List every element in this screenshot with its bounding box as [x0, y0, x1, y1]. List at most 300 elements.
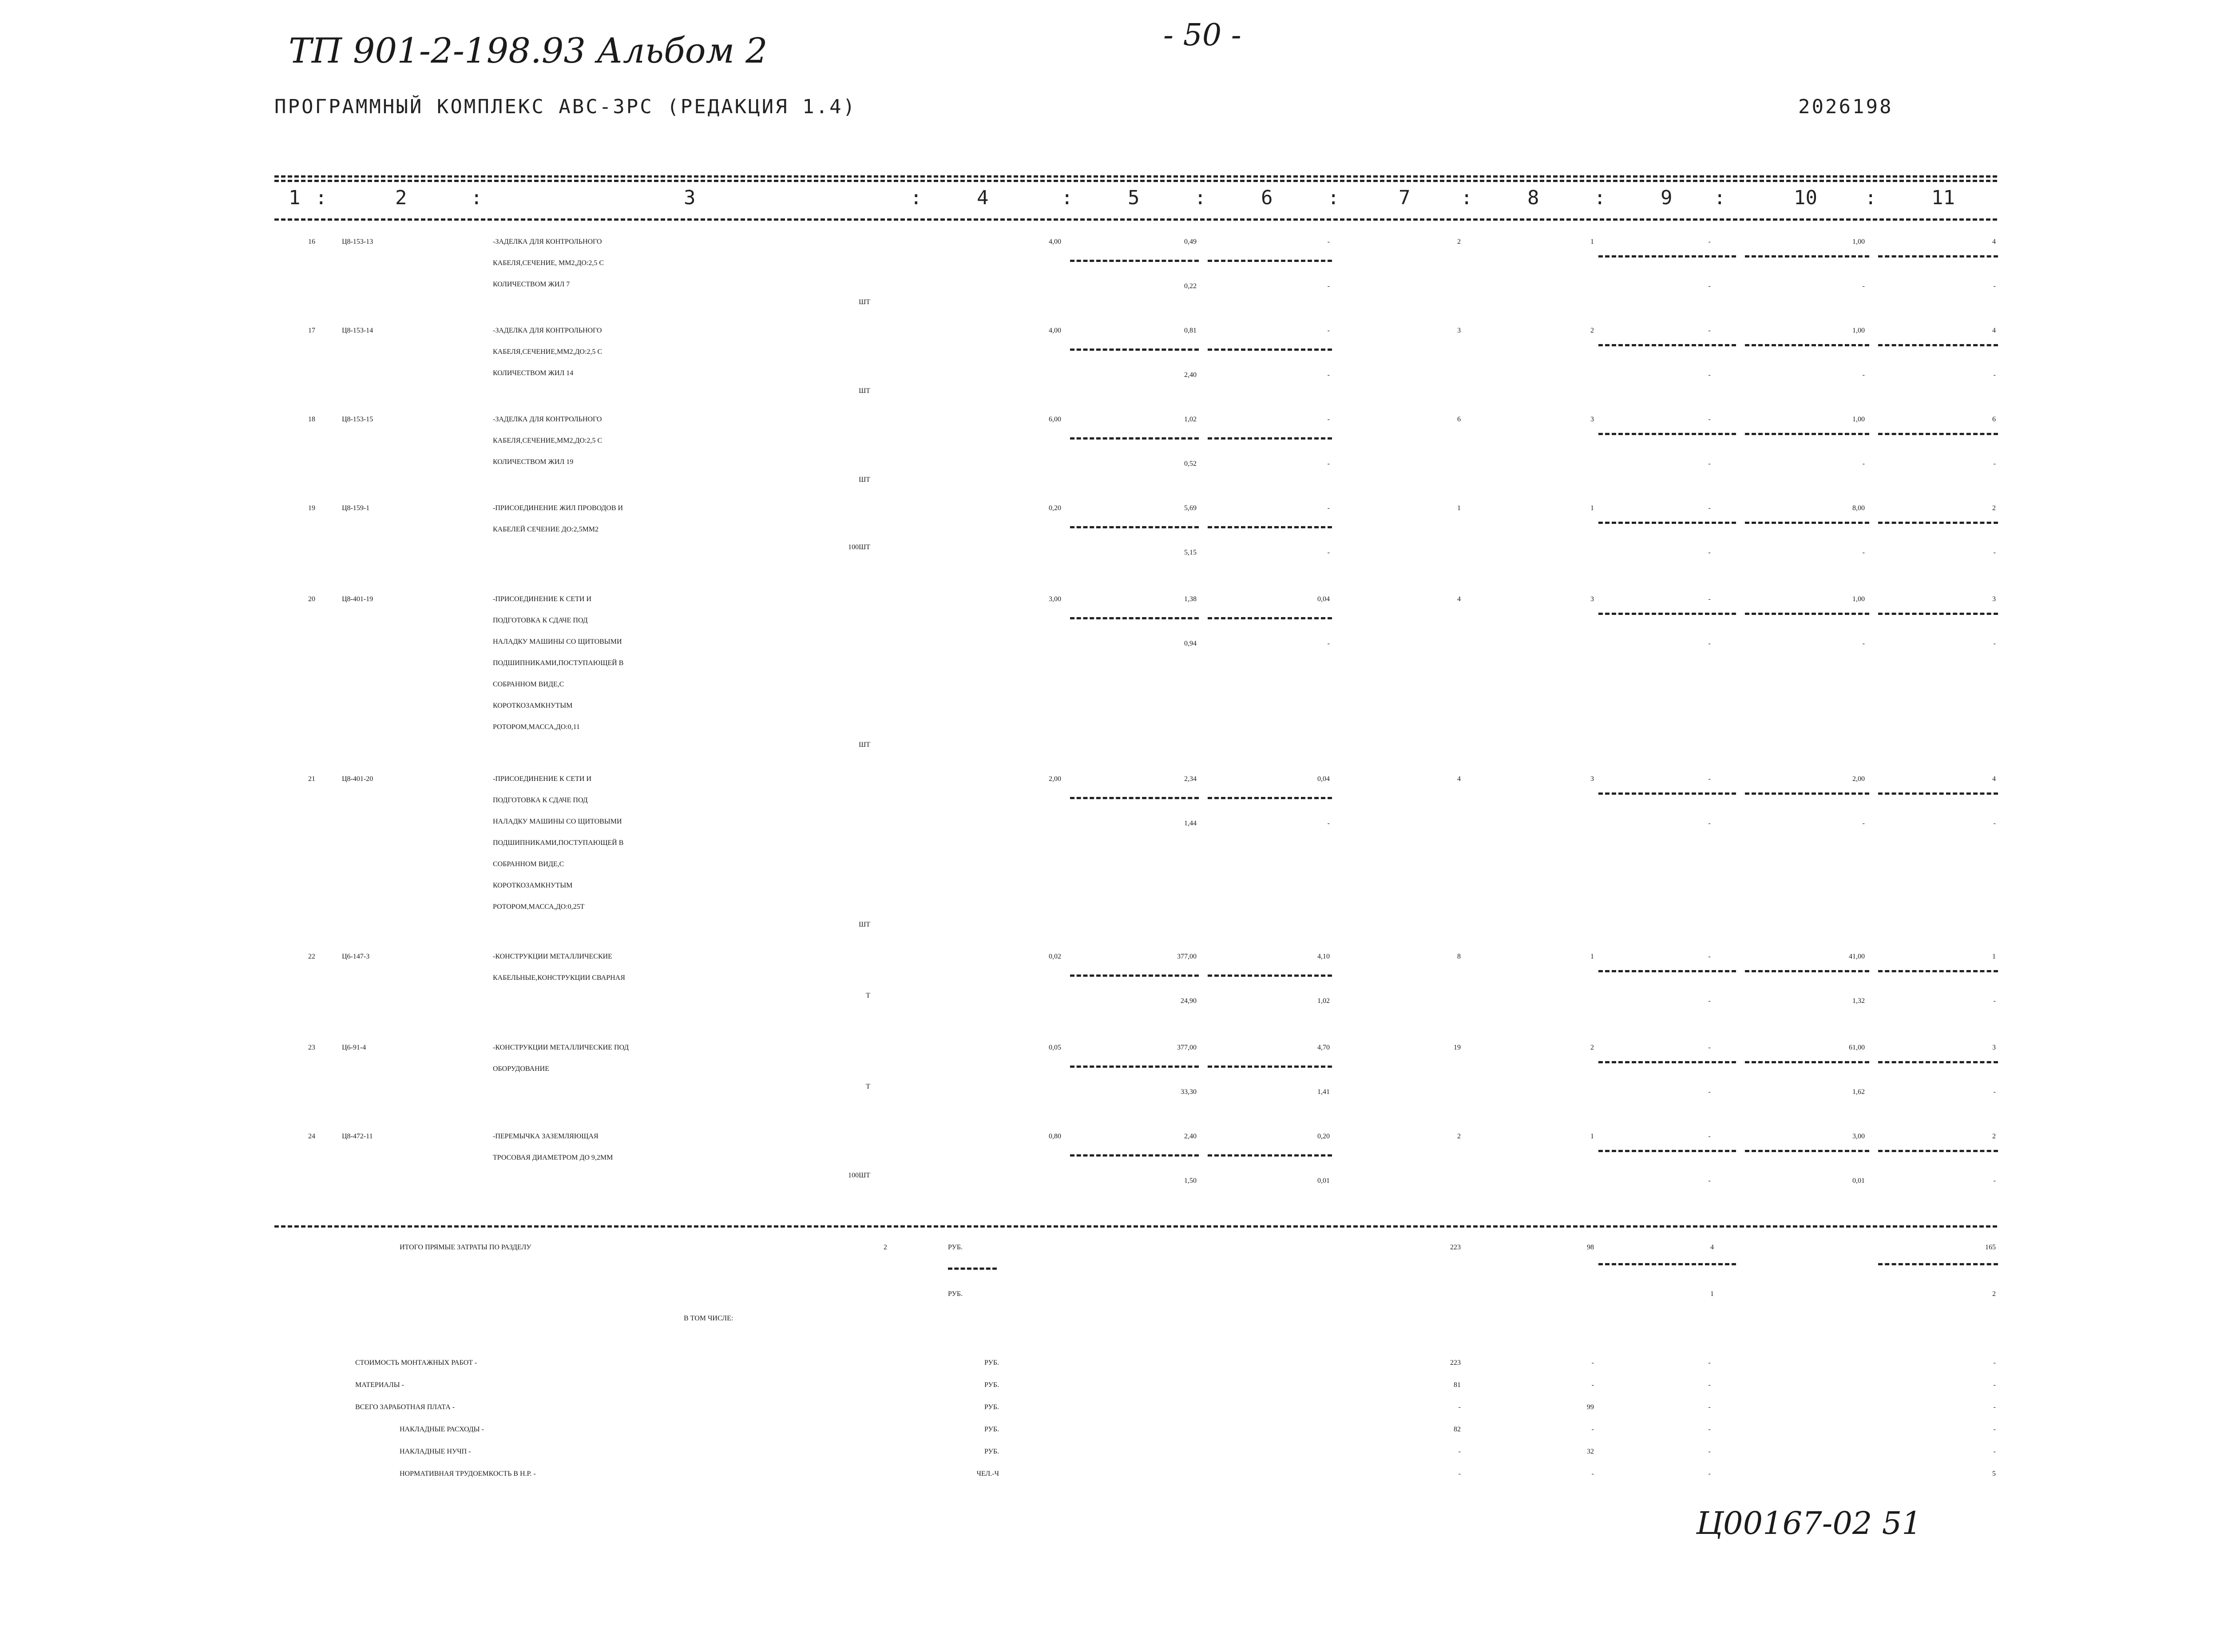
breakdown-unit: РУБ.: [984, 1403, 999, 1411]
breakdown-col11: -: [1993, 1381, 1996, 1389]
col6-value-b: -: [1327, 820, 1330, 827]
breakdown-unit: РУБ.: [984, 1381, 999, 1389]
col4-value: 4,00: [1049, 238, 1061, 246]
row-description: КОЛИЧЕСТВОМ ЖИЛ 14: [493, 369, 574, 377]
row-unit: ШТ: [859, 387, 870, 395]
col11-value-a: 2: [1992, 1133, 1996, 1140]
row-description: -ЗАДЕЛКА ДЛЯ КОНТРОЛЬНОГО: [493, 416, 602, 423]
col11-value-a: 1: [1992, 953, 1996, 960]
col6-value-b: -: [1327, 460, 1330, 467]
cell-divider: [1070, 975, 1199, 977]
cell-divider: [1070, 437, 1199, 440]
col11-value-b: -: [1993, 460, 1996, 467]
row-code: Ц8-153-14: [342, 327, 373, 334]
col4-value: 0,80: [1049, 1133, 1061, 1140]
cell-divider: [1878, 970, 1998, 972]
row-unit: Т: [866, 1083, 870, 1090]
row-description: -ЗАДЕЛКА ДЛЯ КОНТРОЛЬНОГО: [493, 327, 602, 334]
row-description: ПОДШИПНИКАМИ,ПОСТУПАЮЩЕЙ В: [493, 659, 624, 667]
col7-value: 4: [1457, 595, 1461, 603]
col5-value-a: 1,02: [1184, 416, 1197, 423]
row-code: Ц6-147-3: [342, 953, 370, 960]
col8-value: 2: [1590, 1044, 1594, 1051]
cell-divider: [1745, 613, 1869, 615]
column-number: 6: [1261, 186, 1273, 209]
breakdown-col11: -: [1993, 1359, 1996, 1367]
row-code: Ц8-153-13: [342, 238, 373, 246]
row-number: 22: [308, 953, 315, 960]
totals-col11-a: 165: [1985, 1244, 1996, 1251]
col9-value-a: -: [1708, 327, 1711, 334]
col6-value-a: -: [1327, 416, 1330, 423]
breakdown-col9: -: [1708, 1359, 1711, 1367]
breakdown-col8: -: [1591, 1470, 1594, 1478]
col6-value-b: 1,02: [1317, 997, 1330, 1005]
breakdown-col7: -: [1458, 1448, 1461, 1455]
cell-divider: [1070, 1154, 1199, 1157]
col6-value-b: -: [1327, 371, 1330, 379]
row-description: -КОНСТРУКЦИИ МЕТАЛЛИЧЕСКИЕ ПОД: [493, 1044, 629, 1051]
cell-divider: [1070, 797, 1199, 799]
col8-value: 3: [1590, 595, 1594, 603]
row-code: Ц8-472-11: [342, 1133, 373, 1140]
breakdown-label: НАКЛАДНЫЕ РАСХОДЫ -: [400, 1426, 484, 1433]
col5-value-b: 0,22: [1184, 282, 1197, 290]
column-number: 11: [1931, 186, 1955, 209]
breakdown-col7: 82: [1454, 1426, 1461, 1433]
col6-value-a: -: [1327, 238, 1330, 246]
breakdown-unit: РУБ.: [984, 1448, 999, 1455]
col4-value: 3,00: [1049, 595, 1061, 603]
column-number: :: [1865, 186, 1877, 209]
col5-value-a: 2,40: [1184, 1133, 1197, 1140]
totals-col9-a: 4: [1710, 1244, 1714, 1251]
cell-divider: [1598, 1061, 1736, 1063]
row-description: КОЛИЧЕСТВОМ ЖИЛ 7: [493, 281, 570, 288]
col9-value-b: -: [1708, 640, 1711, 647]
col11-value-b: -: [1993, 997, 1996, 1005]
breakdown-unit: РУБ.: [984, 1359, 999, 1367]
breakdown-label: НОРМАТИВНАЯ ТРУДОЕМКОСТЬ В Н.Р. -: [400, 1470, 536, 1478]
row-description: РОТОРОМ,МАССА,ДО:0,25Т: [493, 903, 585, 911]
col10-value-a: 2,00: [1852, 775, 1865, 783]
col9-value-b: -: [1708, 997, 1711, 1005]
col10-value-b: -: [1862, 549, 1865, 556]
col4-value: 0,20: [1049, 504, 1061, 512]
column-number: :: [910, 186, 922, 209]
col8-value: 1: [1590, 1133, 1594, 1140]
col9-value-b: -: [1708, 460, 1711, 467]
breakdown-col8: -: [1591, 1359, 1594, 1367]
row-unit: ШТ: [859, 476, 870, 483]
col10-value-b: -: [1862, 460, 1865, 467]
program-title: ПРОГРАММНЫЙ КОМПЛЕКС АВС-ЗРС (РЕДАКЦИЯ 1.4): [274, 95, 857, 118]
cell-divider: [1745, 255, 1869, 258]
row-code: Ц8-401-20: [342, 775, 373, 783]
col4-value: 0,02: [1049, 953, 1061, 960]
col10-value-b: -: [1862, 640, 1865, 647]
cell-divider: [1598, 970, 1736, 972]
breakdown-label: МАТЕРИАЛЫ -: [355, 1381, 404, 1389]
row-number: 20: [308, 595, 315, 603]
row-code: Ц8-159-1: [342, 504, 370, 512]
column-number: 4: [977, 186, 989, 209]
col9-value-b: -: [1708, 1088, 1711, 1096]
breakdown-col8: 32: [1587, 1448, 1594, 1455]
row-description: -ПРИСОЕДИНЕНИЕ К СЕТИ И: [493, 775, 592, 783]
col7-value: 4: [1457, 775, 1461, 783]
cell-divider: [1745, 792, 1869, 795]
col7-value: 2: [1457, 1133, 1461, 1140]
cell-divider: [1070, 526, 1199, 528]
col7-value: 2: [1457, 238, 1461, 246]
col7-value: 8: [1457, 953, 1461, 960]
row-unit: ШТ: [859, 921, 870, 928]
cell-divider: [1878, 792, 1998, 795]
cell-divider: [1598, 522, 1736, 524]
col9-value-b: -: [1708, 549, 1711, 556]
totals-unit-1: РУБ.: [948, 1244, 963, 1251]
column-number: 2: [395, 186, 407, 209]
col8-value: 3: [1590, 775, 1594, 783]
cell-divider: [1745, 433, 1869, 435]
col10-value-a: 1,00: [1852, 416, 1865, 423]
col5-value-b: 1,44: [1184, 820, 1197, 827]
row-description: НАЛАДКУ МАШИНЫ СО ЩИТОВЫМИ: [493, 638, 622, 646]
col11-value-b: -: [1993, 371, 1996, 379]
cell-divider: [1208, 975, 1332, 977]
footer-handwritten: Ц00167-02 51: [1696, 1505, 1922, 1541]
breakdown-col7: 81: [1454, 1381, 1461, 1389]
row-description: НАЛАДКУ МАШИНЫ СО ЩИТОВЫМИ: [493, 818, 622, 825]
col9-value-a: -: [1708, 1044, 1711, 1051]
col5-value-a: 377,00: [1177, 953, 1197, 960]
breakdown-col7: 223: [1450, 1359, 1461, 1367]
col5-value-a: 1,38: [1184, 595, 1197, 603]
col6-value-b: -: [1327, 640, 1330, 647]
row-unit: 100ШТ: [848, 1172, 870, 1179]
breakdown-col11: -: [1993, 1448, 1996, 1455]
breakdown-label: СТОИМОСТЬ МОНТАЖНЫХ РАБОТ -: [355, 1359, 477, 1367]
doc-code: 2026198: [1798, 95, 1893, 118]
row-description: КАБЕЛЯ,СЕЧЕНИЕ, ММ2,ДО:2,5 С: [493, 259, 604, 267]
row-description: КОЛИЧЕСТВОМ ЖИЛ 19: [493, 458, 574, 466]
row-description: КАБЕЛЯ,СЕЧЕНИЕ,ММ2,ДО:2,5 С: [493, 437, 603, 444]
cell-divider: [1878, 1150, 1998, 1152]
cell-divider: [1208, 260, 1332, 262]
breakdown-unit: ЧЕЛ.-Ч: [976, 1470, 999, 1478]
cell-divider: [1878, 433, 1998, 435]
cell-divider: [1208, 1154, 1332, 1157]
row-description: -ЗАДЕЛКА ДЛЯ КОНТРОЛЬНОГО: [493, 238, 602, 246]
cell-divider: [1208, 437, 1332, 440]
cell-divider: [1878, 255, 1998, 258]
column-number: :: [1594, 186, 1606, 209]
cell-divider: [1598, 1263, 1736, 1265]
page-number: - 50 -: [1163, 18, 1241, 53]
row-number: 16: [308, 238, 315, 246]
totals-col9-b: 1: [1710, 1290, 1714, 1298]
cell-divider: [1208, 1066, 1332, 1068]
col11-value-b: -: [1993, 1177, 1996, 1185]
col4-value: 2,00: [1049, 775, 1061, 783]
cell-divider: [1598, 613, 1736, 615]
row-description: КАБЕЛЯ,СЕЧЕНИЕ,ММ2,ДО:2,5 С: [493, 348, 603, 356]
row-unit: ШТ: [859, 298, 870, 306]
col6-value-a: -: [1327, 504, 1330, 512]
col6-value-b: 0,01: [1317, 1177, 1330, 1185]
cell-divider: [1070, 349, 1199, 351]
col9-value-b: -: [1708, 820, 1711, 827]
column-number: 1: [289, 186, 301, 209]
row-description: КАБЕЛЕЙ СЕЧЕНИЕ ДО:2,5ММ2: [493, 526, 599, 533]
col5-value-a: 377,00: [1177, 1044, 1197, 1051]
row-unit: 100ШТ: [848, 543, 870, 551]
row-description: ТРОСОВАЯ ДИАМЕТРОМ ДО 9,2ММ: [493, 1154, 613, 1161]
breakdown-label: НАКЛАДНЫЕ НУЧП -: [400, 1448, 471, 1455]
col11-value-a: 2: [1992, 504, 1996, 512]
col11-value-b: -: [1993, 820, 1996, 827]
cell-divider: [1745, 970, 1869, 972]
column-number: :: [1461, 186, 1473, 209]
col11-value-a: 6: [1992, 416, 1996, 423]
row-number: 19: [308, 504, 315, 512]
column-number: 10: [1794, 186, 1817, 209]
col6-value-b: -: [1327, 549, 1330, 556]
row-description: РОТОРОМ,МАССА,ДО:0,11: [493, 723, 580, 731]
col10-value-b: -: [1862, 371, 1865, 379]
col5-value-b: 5,15: [1184, 549, 1197, 556]
cell-divider: [1878, 613, 1998, 615]
row-description: ОБОРУДОВАНИЕ: [493, 1065, 549, 1073]
breakdown-col9: -: [1708, 1403, 1711, 1411]
cell-divider: [1598, 255, 1736, 258]
row-code: Ц8-401-19: [342, 595, 373, 603]
col7-value: 3: [1457, 327, 1461, 334]
cell-divider: [948, 1268, 997, 1270]
cell-divider: [1878, 1061, 1998, 1063]
col9-value-a: -: [1708, 595, 1711, 603]
col10-value-b: -: [1862, 820, 1865, 827]
col5-value-b: 24,90: [1181, 997, 1197, 1005]
breakdown-col8: -: [1591, 1381, 1594, 1389]
row-description: КАБЕЛЬНЫЕ,КОНСТРУКЦИИ СВАРНАЯ: [493, 974, 625, 982]
col9-value-b: -: [1708, 282, 1711, 290]
col8-value: 1: [1590, 504, 1594, 512]
totals-label: ИТОГО ПРЯМЫЕ ЗАТРАТЫ ПО РАЗДЕЛУ: [400, 1244, 531, 1251]
col10-value-a: 41,00: [1849, 953, 1865, 960]
row-number: 18: [308, 416, 315, 423]
row-unit: Т: [866, 992, 870, 999]
col10-value-a: 8,00: [1852, 504, 1865, 512]
col9-value-a: -: [1708, 775, 1711, 783]
col7-value: 1: [1457, 504, 1461, 512]
col10-value-a: 1,00: [1852, 327, 1865, 334]
col11-value-b: -: [1993, 549, 1996, 556]
table-top-rule-2: [274, 180, 1997, 182]
col5-value-a: 0,49: [1184, 238, 1197, 246]
col9-value-a: -: [1708, 1133, 1711, 1140]
column-number: :: [1328, 186, 1340, 209]
column-number: :: [471, 186, 483, 209]
row-number: 23: [308, 1044, 315, 1051]
row-unit: ШТ: [859, 741, 870, 749]
col8-value: 3: [1590, 416, 1594, 423]
row-code: Ц6-91-4: [342, 1044, 366, 1051]
col10-value-b: 0,01: [1852, 1177, 1865, 1185]
col4-value: 0,05: [1049, 1044, 1061, 1051]
row-description: ПОДШИПНИКАМИ,ПОСТУПАЮЩЕЙ В: [493, 839, 624, 847]
col8-value: 1: [1590, 238, 1594, 246]
row-description: -ПРИСОЕДИНЕНИЕ К СЕТИ И: [493, 595, 592, 603]
col10-value-b: -: [1862, 282, 1865, 290]
totals-col11-b: 2: [1992, 1290, 1996, 1298]
row-code: Ц8-153-15: [342, 416, 373, 423]
cell-divider: [1745, 344, 1869, 346]
col11-value-b: -: [1993, 282, 1996, 290]
cell-divider: [1070, 617, 1199, 619]
cell-divider: [1745, 1061, 1869, 1063]
col6-value-b: -: [1327, 282, 1330, 290]
row-number: 17: [308, 327, 315, 334]
breakdown-col11: -: [1993, 1426, 1996, 1433]
col11-value-b: -: [1993, 640, 1996, 647]
col7-value: 6: [1457, 416, 1461, 423]
col11-value-a: 4: [1992, 775, 1996, 783]
cell-divider: [1878, 1263, 1998, 1265]
breakdown-label: ВСЕГО ЗАРАБОТНАЯ ПЛАТА -: [355, 1403, 455, 1411]
breakdown-col7: -: [1458, 1403, 1461, 1411]
breakdown-col11: 5: [1992, 1470, 1996, 1478]
column-number: :: [1061, 186, 1073, 209]
cell-divider: [1878, 522, 1998, 524]
col10-value-a: 61,00: [1849, 1044, 1865, 1051]
breakdown-col9: -: [1708, 1448, 1711, 1455]
col5-value-a: 2,34: [1184, 775, 1197, 783]
col9-value-a: -: [1708, 238, 1711, 246]
col6-value-a: 4,10: [1317, 953, 1330, 960]
col10-value-b: 1,62: [1852, 1088, 1865, 1096]
header-bottom-rule: [274, 218, 1997, 221]
table-top-rule: [274, 175, 1997, 178]
row-description: -ПРИСОЕДИНЕНИЕ ЖИЛ ПРОВОДОВ И: [493, 504, 623, 512]
col5-value-b: 0,94: [1184, 640, 1197, 647]
col6-value-a: 4,70: [1317, 1044, 1330, 1051]
col9-value-a: -: [1708, 953, 1711, 960]
col5-value-b: 33,30: [1181, 1088, 1197, 1096]
cell-divider: [1070, 260, 1199, 262]
cell-divider: [1878, 344, 1998, 346]
row-description: СОБРАННОМ ВИДЕ,С: [493, 681, 564, 688]
col5-value-a: 5,69: [1184, 504, 1197, 512]
cell-divider: [1208, 617, 1332, 619]
col6-value-a: 0,20: [1317, 1133, 1330, 1140]
col6-value-a: 0,04: [1317, 595, 1330, 603]
cell-divider: [1070, 1066, 1199, 1068]
totals-including: В ТОМ ЧИСЛЕ:: [684, 1315, 733, 1322]
cell-divider: [1598, 433, 1736, 435]
col4-value: 6,00: [1049, 416, 1061, 423]
cell-divider: [1598, 1150, 1736, 1152]
row-description: -КОНСТРУКЦИИ МЕТАЛЛИЧЕСКИЕ: [493, 953, 612, 960]
col10-value-b: 1,32: [1852, 997, 1865, 1005]
cell-divider: [1598, 344, 1736, 346]
row-description: -ПЕРЕМЫЧКА ЗАЗЕМЛЯЮЩАЯ: [493, 1133, 599, 1140]
totals-top-rule: [274, 1225, 1997, 1228]
col5-value-a: 0,81: [1184, 327, 1197, 334]
breakdown-col9: -: [1708, 1381, 1711, 1389]
totals-col8: 98: [1587, 1244, 1594, 1251]
row-number: 21: [308, 775, 315, 783]
col11-value-a: 4: [1992, 238, 1996, 246]
breakdown-col8: 99: [1587, 1403, 1594, 1411]
breakdown-col9: -: [1708, 1470, 1711, 1478]
col5-value-b: 2,40: [1184, 371, 1197, 379]
cell-divider: [1598, 792, 1736, 795]
cell-divider: [1208, 526, 1332, 528]
col11-value-a: 3: [1992, 1044, 1996, 1051]
col9-value-a: -: [1708, 504, 1711, 512]
totals-unit-2: РУБ.: [948, 1290, 963, 1298]
row-number: 24: [308, 1133, 315, 1140]
cell-divider: [1745, 522, 1869, 524]
cell-divider: [1208, 797, 1332, 799]
col11-value-a: 3: [1992, 595, 1996, 603]
cell-divider: [1745, 1150, 1869, 1152]
col11-value-a: 4: [1992, 327, 1996, 334]
breakdown-col8: -: [1591, 1426, 1594, 1433]
handwritten-title: ТП 901-2-198.93 Альбом 2: [289, 31, 768, 71]
col10-value-a: 1,00: [1852, 595, 1865, 603]
row-description: ПОДГОТОВКА К СДАЧЕ ПОД: [493, 617, 588, 624]
row-description: КОРОТКОЗАМКНУТЫМ: [493, 882, 573, 889]
breakdown-unit: РУБ.: [984, 1426, 999, 1433]
col8-value: 1: [1590, 953, 1594, 960]
column-number: 7: [1399, 186, 1411, 209]
col11-value-b: -: [1993, 1088, 1996, 1096]
row-description: СОБРАННОМ ВИДЕ,С: [493, 860, 564, 868]
col6-value-a: 0,04: [1317, 775, 1330, 783]
breakdown-col7: -: [1458, 1470, 1461, 1478]
col9-value-b: -: [1708, 371, 1711, 379]
col5-value-b: 1,50: [1184, 1177, 1197, 1185]
totals-section: 2: [884, 1244, 887, 1251]
col10-value-a: 3,00: [1852, 1133, 1865, 1140]
totals-col7: 223: [1450, 1244, 1461, 1251]
breakdown-col11: -: [1993, 1403, 1996, 1411]
col7-value: 19: [1454, 1044, 1461, 1051]
breakdown-col9: -: [1708, 1426, 1711, 1433]
row-description: ПОДГОТОВКА К СДАЧЕ ПОД: [493, 796, 588, 804]
col9-value-a: -: [1708, 416, 1711, 423]
column-number: 8: [1527, 186, 1539, 209]
col6-value-b: 1,41: [1317, 1088, 1330, 1096]
column-number: 9: [1661, 186, 1673, 209]
col8-value: 2: [1590, 327, 1594, 334]
col6-value-a: -: [1327, 327, 1330, 334]
column-number: :: [315, 186, 327, 209]
row-description: КОРОТКОЗАМКНУТЫМ: [493, 702, 573, 709]
col4-value: 4,00: [1049, 327, 1061, 334]
column-number: 3: [684, 186, 696, 209]
cell-divider: [1208, 349, 1332, 351]
column-number: 5: [1128, 186, 1140, 209]
column-number: :: [1714, 186, 1726, 209]
col10-value-a: 1,00: [1852, 238, 1865, 246]
col5-value-b: 0,52: [1184, 460, 1197, 467]
col9-value-b: -: [1708, 1177, 1711, 1185]
column-number: :: [1194, 186, 1206, 209]
